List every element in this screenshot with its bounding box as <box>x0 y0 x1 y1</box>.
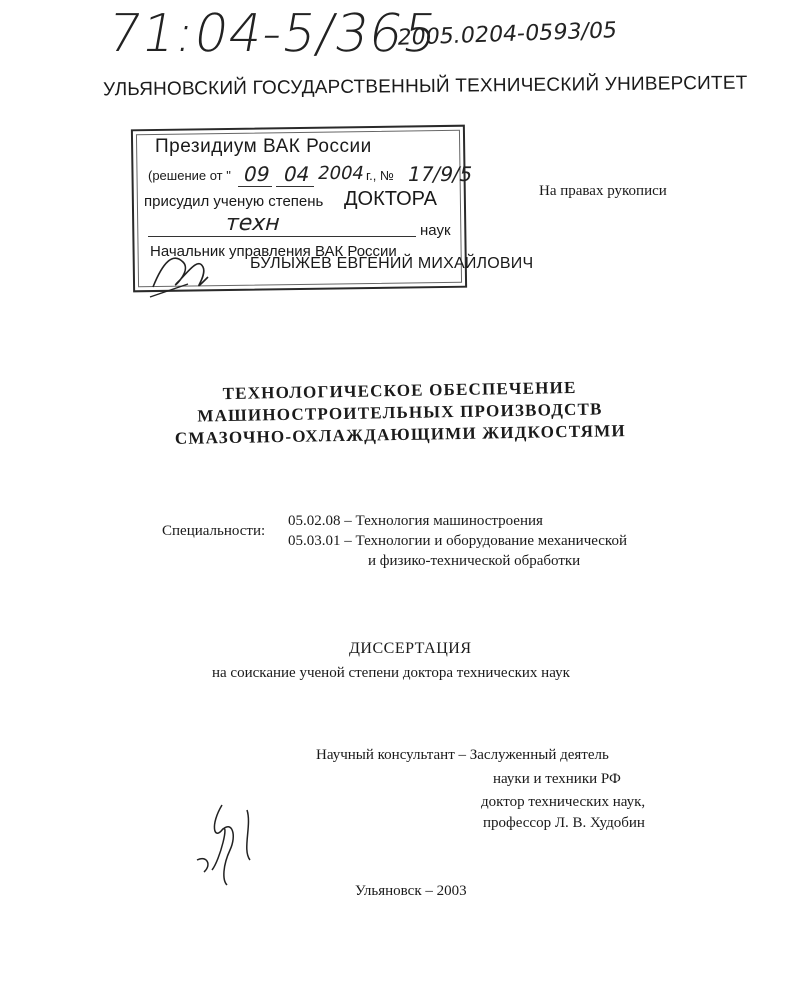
stamp-number-prefix: г., № <box>366 168 394 183</box>
stamp-date-year: 2004 <box>315 163 367 184</box>
dissertation-subheading: на соискание ученой степени доктора технических наук <box>212 665 570 681</box>
author-signature <box>192 800 272 890</box>
consultant-line: доктор технических наук, <box>481 794 646 810</box>
stamp-date-month: 04 <box>281 162 313 186</box>
consultant-line: Научный консультант – Заслуженный деятель <box>316 747 609 763</box>
specialties-label: Специальности: <box>162 523 266 539</box>
rights-note: На правах рукописи <box>539 183 667 199</box>
stamp-decision-prefix: (решение от " <box>148 168 231 183</box>
archive-secondary-code-handwritten: 2005.0204-0593/05 <box>395 18 619 51</box>
stamp-field-suffix: наук <box>420 222 451 239</box>
dissertation-title <box>149 376 650 451</box>
stamp-degree: ДОКТОРА <box>344 188 437 210</box>
title-line: ТЕХНОЛОГИЧЕСКОЕ ОБЕСПЕЧЕНИЕ <box>222 377 577 404</box>
title-line: МАШИНОСТРОИТЕЛЬНЫХ ПРОИЗВОДСТВ <box>197 399 603 426</box>
stamp-field-handwritten: техн <box>222 211 283 236</box>
stamp-number: 17/9/5 <box>405 162 475 186</box>
specialty-item-continuation: и физико-технической обработки <box>368 553 581 569</box>
city-year: Ульяновск – 2003 <box>355 883 467 899</box>
underline <box>276 186 314 187</box>
university-name: УЛЬЯНОВСКИЙ ГОСУДАРСТВЕННЫЙ ТЕХНИЧЕСКИЙ УНИВЕРСИТЕТ <box>102 72 748 101</box>
specialty-item: 05.03.01 – Технологии и оборудование механической <box>288 533 627 549</box>
consultant-line: науки и техники РФ <box>493 771 621 787</box>
consultant-line: профессор Л. В. Худобин <box>483 815 645 831</box>
dissertation-heading: ДИССЕРТАЦИЯ <box>349 640 472 657</box>
title-line: СМАЗОЧНО-ОХЛАЖДАЮЩИМИ ЖИДКОСТЯМИ <box>174 421 626 448</box>
stamp-head-title: Начальник управления ВАК России <box>150 243 397 260</box>
stamp-signature <box>148 242 218 302</box>
author-name: БУЛЫЖЕВ ЕВГЕНИЙ МИХАЙЛОВИЧ <box>250 255 534 272</box>
specialty-item: 05.02.08 – Технология машиностроения <box>288 513 543 529</box>
stamp-date-day: 09 <box>241 162 273 186</box>
archive-code-handwritten: 71:04-5/365 <box>102 4 443 64</box>
stamp-title: Президиум ВАК России <box>155 136 372 157</box>
underline <box>238 186 272 187</box>
underline <box>148 236 416 237</box>
stamp-awarded-text: присудил ученую степень <box>144 193 324 210</box>
